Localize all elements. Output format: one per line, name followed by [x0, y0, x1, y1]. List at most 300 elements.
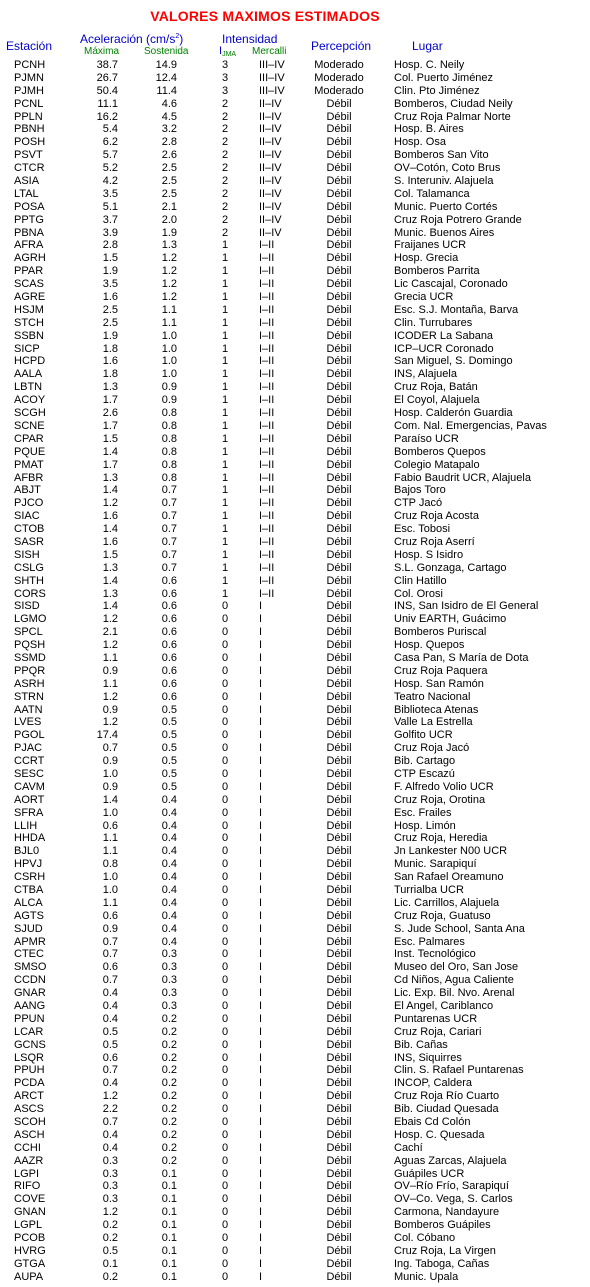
cell-max: 0.4	[102, 1141, 118, 1154]
table-row	[0, 768, 590, 781]
cell-sostenida: 0.1	[161, 1232, 177, 1245]
table-row	[0, 575, 590, 588]
cell-max: 2.5	[102, 316, 118, 329]
cell-mercalli: I	[259, 871, 263, 884]
cell-percepcion: Débil	[326, 600, 352, 613]
cell-max: 0.9	[102, 664, 118, 677]
cell-mercalli: II–IV	[259, 136, 282, 149]
cell-sostenida: 2.1	[161, 200, 177, 213]
cell-max: 2.5	[102, 303, 118, 316]
table-row	[0, 858, 590, 871]
cell-ijma: 0	[221, 1000, 229, 1013]
cell-max: 1.2	[102, 1206, 118, 1219]
cell-lugar: F. Alfredo Volio UCR	[394, 780, 494, 793]
cell-sostenida: 0.3	[161, 987, 177, 1000]
cell-ijma: 0	[221, 871, 229, 884]
cell-mercalli: I	[259, 935, 263, 948]
cell-mercalli: I	[259, 1167, 263, 1180]
cell-percepcion: Débil	[326, 110, 352, 123]
cell-station: CCDN	[14, 974, 46, 987]
cell-station: APMR	[14, 935, 46, 948]
cell-station: LCAR	[14, 1025, 44, 1038]
cell-percepcion: Débil	[326, 187, 352, 200]
cell-max: 0.6	[102, 961, 118, 974]
cell-percepcion: Débil	[326, 419, 352, 432]
cell-max: 1.4	[102, 484, 118, 497]
cell-station: PCOB	[14, 1232, 46, 1245]
header-estacion: Estación	[6, 39, 53, 53]
cell-max: 1.8	[102, 368, 118, 381]
cell-station: ASCH	[14, 1128, 45, 1141]
cell-percepcion: Débil	[326, 471, 352, 484]
cell-ijma: 2	[221, 187, 229, 200]
cell-percepcion: Débil	[326, 935, 352, 948]
cell-lugar: Cachí	[394, 1141, 423, 1154]
cell-max: 0.2	[102, 1270, 118, 1283]
cell-sostenida: 0.2	[161, 1025, 177, 1038]
cell-ijma: 0	[221, 716, 229, 729]
cell-lugar: Casa Pan, S María de Dota	[394, 651, 529, 664]
cell-percepcion: Débil	[326, 755, 352, 768]
cell-percepcion: Débil	[326, 1167, 352, 1180]
cell-percepcion: Débil	[326, 1193, 352, 1206]
cell-mercalli: I–II	[259, 342, 275, 355]
cell-percepcion: Débil	[326, 1154, 352, 1167]
cell-station: PQUE	[14, 445, 46, 458]
table-row	[0, 691, 590, 704]
cell-percepcion: Débil	[326, 780, 352, 793]
cell-ijma: 0	[221, 664, 229, 677]
cell-max: 17.4	[96, 729, 118, 742]
cell-max: 5.1	[102, 200, 118, 213]
cell-station: SIAC	[14, 510, 40, 523]
cell-station: SICP	[14, 342, 40, 355]
table-row	[0, 227, 590, 240]
cell-lugar: Clin. S. Rafael Puntarenas	[394, 1064, 524, 1077]
cell-station: SSMD	[14, 651, 46, 664]
cell-percepcion: Débil	[326, 278, 352, 291]
table-row	[0, 1168, 590, 1181]
cell-lugar: El Angel, Cariblanco	[394, 1000, 494, 1013]
cell-max: 0.5	[102, 1025, 118, 1038]
cell-mercalli: I–II	[259, 432, 275, 445]
cell-ijma: 0	[221, 1077, 229, 1090]
cell-lugar: Bajos Toro	[394, 484, 446, 497]
cell-ijma: 0	[221, 935, 229, 948]
cell-percepcion: Débil	[326, 226, 352, 239]
cell-ijma: 2	[221, 110, 229, 123]
cell-ijma: 0	[221, 987, 229, 1000]
cell-mercalli: I	[259, 1257, 263, 1270]
cell-max: 1.2	[102, 690, 118, 703]
cell-station: ALCA	[14, 896, 43, 909]
cell-ijma: 1	[221, 239, 229, 252]
cell-station: SCGH	[14, 407, 46, 420]
cell-mercalli: I–II	[259, 252, 275, 265]
cell-station: CTCR	[14, 162, 45, 175]
cell-ijma: 0	[221, 600, 229, 613]
cell-ijma: 0	[221, 1232, 229, 1245]
cell-sostenida: 11.4	[156, 84, 177, 97]
cell-percepcion: Débil	[326, 239, 352, 252]
cell-mercalli: I–II	[259, 303, 275, 316]
cell-percepcion: Débil	[326, 806, 352, 819]
cell-ijma: 0	[221, 1116, 229, 1129]
cell-percepcion: Débil	[326, 1257, 352, 1270]
cell-ijma: 1	[221, 316, 229, 329]
cell-ijma: 0	[221, 793, 229, 806]
table-row	[0, 820, 590, 833]
cell-lugar: Hosp. Calderón Guardia	[394, 407, 513, 420]
cell-station: AANG	[14, 1000, 46, 1013]
cell-station: PJCO	[14, 497, 44, 510]
cell-station: STCH	[14, 316, 44, 329]
cell-max: 3.5	[102, 187, 118, 200]
cell-ijma: 2	[221, 123, 229, 136]
cell-station: PBNA	[14, 226, 44, 239]
cell-lugar: Hosp. S Isidro	[394, 548, 464, 561]
cell-max: 1.4	[102, 600, 118, 613]
cell-mercalli: I	[259, 1000, 263, 1013]
cell-ijma: 0	[221, 1064, 229, 1077]
cell-lugar: Hosp. Quepos	[394, 639, 465, 652]
cell-max: 1.0	[102, 871, 118, 884]
cell-mercalli: I	[259, 1180, 263, 1193]
cell-max: 1.3	[102, 587, 118, 600]
table-row	[0, 1039, 590, 1052]
cell-lugar: Cruz Roja, Orotina	[394, 793, 486, 806]
cell-lugar: Esc. Tobosi	[394, 523, 451, 536]
cell-mercalli: II–IV	[259, 175, 282, 188]
cell-max: 0.1	[102, 1257, 118, 1270]
cell-sostenida: 0.4	[161, 832, 177, 845]
cell-station: SFRA	[14, 806, 44, 819]
cell-percepcion: Débil	[326, 548, 352, 561]
cell-lugar: ICODER La Sabana	[394, 329, 494, 342]
cell-lugar: Cruz Roja Palmar Norte	[394, 110, 511, 123]
cell-lugar: INS, Alajuela	[394, 368, 457, 381]
cell-sostenida: 0.2	[161, 1077, 177, 1090]
cell-max: 0.9	[102, 780, 118, 793]
cell-mercalli: I	[259, 896, 263, 909]
cell-mercalli: I–II	[259, 510, 275, 523]
cell-mercalli: I–II	[259, 291, 275, 304]
cell-ijma: 1	[221, 548, 229, 561]
cell-ijma: 0	[221, 858, 229, 871]
cell-sostenida: 4.5	[161, 110, 177, 123]
cell-station: STRN	[14, 690, 44, 703]
header-sostenida: Sostenida	[144, 46, 189, 57]
cell-ijma: 0	[221, 1193, 229, 1206]
cell-lugar: Cruz Roja, Cariari	[394, 1025, 482, 1038]
cell-sostenida: 0.7	[161, 548, 177, 561]
cell-ijma: 0	[221, 1244, 229, 1257]
cell-mercalli: I–II	[259, 278, 275, 291]
cell-max: 0.6	[102, 909, 118, 922]
table-row	[0, 884, 590, 897]
cell-station: SMSO	[14, 961, 47, 974]
cell-max: 0.5	[102, 1038, 118, 1051]
cell-station: PPQR	[14, 664, 46, 677]
cell-ijma: 2	[221, 149, 229, 162]
cell-ijma: 0	[221, 1270, 229, 1283]
cell-mercalli: I	[259, 742, 263, 755]
cell-max: 2.8	[102, 239, 118, 252]
table-row	[0, 1258, 590, 1271]
cell-station: HHDA	[14, 832, 46, 845]
cell-ijma: 0	[221, 1219, 229, 1232]
cell-lugar: Turrialba UCR	[394, 884, 464, 896]
cell-lugar: Munic. Sarapiquí	[394, 858, 477, 871]
cell-max: 0.4	[102, 1012, 118, 1025]
cell-ijma: 0	[221, 729, 229, 742]
table-row	[0, 1013, 590, 1026]
cell-max: 0.8	[102, 858, 118, 871]
cell-lugar: Inst. Tecnológico	[394, 948, 476, 961]
table-row	[0, 368, 590, 381]
table-row	[0, 1155, 590, 1168]
cell-station: HPVJ	[14, 858, 43, 871]
table-row	[0, 716, 590, 729]
cell-sostenida: 0.7	[161, 561, 177, 574]
cell-mercalli: I	[259, 626, 263, 639]
cell-percepcion: Débil	[326, 561, 352, 574]
cell-mercalli: I	[259, 793, 263, 806]
cell-max: 0.3	[102, 1193, 118, 1206]
cell-percepcion: Débil	[326, 1232, 352, 1245]
page-title: VALORES MAXIMOS ESTIMADOS	[150, 8, 380, 24]
cell-station: AFRA	[14, 239, 44, 252]
cell-percepcion: Débil	[326, 381, 352, 394]
table-row	[0, 974, 590, 987]
table-row	[0, 136, 590, 149]
cell-ijma: 2	[221, 213, 229, 226]
cell-mercalli: III–IV	[259, 59, 285, 71]
cell-max: 0.7	[102, 948, 118, 961]
table-row	[0, 948, 590, 961]
cell-ijma: 2	[221, 136, 229, 149]
cell-lugar: Ing. Taboga, Cañas	[394, 1257, 490, 1270]
cell-mercalli: I	[259, 716, 263, 729]
cell-sostenida: 2.8	[161, 136, 177, 149]
cell-station: PPTG	[14, 213, 44, 226]
table-row	[0, 536, 590, 549]
cell-lugar: Munic. Buenos Aires	[394, 226, 495, 239]
cell-mercalli: I–II	[259, 484, 275, 497]
cell-lugar: Teatro Nacional	[394, 690, 471, 703]
cell-lugar: S. Interuniv. Alajuela	[394, 175, 494, 188]
cell-station: LBTN	[14, 381, 43, 394]
cell-percepcion: Débil	[326, 200, 352, 213]
cell-ijma: 0	[221, 1180, 229, 1193]
table-row	[0, 704, 590, 717]
cell-sostenida: 1.1	[161, 303, 177, 316]
cell-mercalli: I–II	[259, 535, 275, 548]
cell-mercalli: I–II	[259, 561, 275, 574]
cell-percepcion: Débil	[326, 767, 352, 780]
cell-max: 0.5	[102, 1244, 118, 1257]
cell-max: 26.7	[96, 71, 118, 84]
cell-percepcion: Débil	[326, 1103, 352, 1116]
cell-lugar: Cruz Roja, La Virgen	[394, 1244, 496, 1257]
cell-max: 1.2	[102, 639, 118, 652]
cell-ijma: 1	[221, 432, 229, 445]
cell-ijma: 0	[221, 1103, 229, 1116]
table-row	[0, 987, 590, 1000]
table-row	[0, 1090, 590, 1103]
cell-mercalli: I	[259, 651, 263, 664]
cell-max: 4.2	[102, 175, 118, 188]
cell-mercalli: I	[259, 806, 263, 819]
cell-percepcion: Débil	[326, 445, 352, 458]
cell-sostenida: 0.1	[161, 1167, 177, 1180]
table-row	[0, 1052, 590, 1065]
cell-max: 0.9	[102, 755, 118, 768]
cell-ijma: 0	[221, 909, 229, 922]
cell-max: 1.9	[102, 329, 118, 342]
cell-ijma: 0	[221, 639, 229, 652]
cell-station: CTOB	[14, 523, 45, 536]
cell-sostenida: 0.6	[161, 677, 177, 690]
cell-percepcion: Débil	[326, 664, 352, 677]
cell-lugar: Aguas Zarcas, Alajuela	[394, 1154, 507, 1167]
table-row	[0, 278, 590, 291]
cell-station: AGRE	[14, 291, 46, 304]
cell-station: PJMH	[14, 84, 44, 97]
header-percepcion: Percepción	[311, 39, 372, 53]
table-row	[0, 1219, 590, 1232]
table-row	[0, 652, 590, 665]
cell-sostenida: 3.2	[161, 123, 177, 136]
data-table	[0, 59, 590, 1284]
cell-lugar: El Coyol, Alajuela	[394, 394, 480, 407]
cell-station: PCDA	[14, 1077, 45, 1090]
cell-percepcion: Débil	[326, 639, 352, 652]
cell-percepcion: Débil	[326, 793, 352, 806]
cell-station: CCRT	[14, 755, 45, 768]
cell-ijma: 0	[221, 780, 229, 793]
cell-sostenida: 0.2	[161, 1064, 177, 1077]
cell-percepcion: Débil	[326, 961, 352, 974]
table-row	[0, 472, 590, 485]
cell-ijma: 1	[221, 368, 229, 381]
cell-sostenida: 0.8	[161, 445, 177, 458]
cell-ijma: 0	[221, 819, 229, 832]
cell-ijma: 0	[221, 974, 229, 987]
cell-station: AAZR	[14, 1154, 44, 1167]
table-row	[0, 446, 590, 459]
cell-sostenida: 2.5	[161, 175, 177, 188]
cell-station: COVE	[14, 1193, 46, 1206]
cell-percepcion: Débil	[326, 1219, 352, 1232]
cell-percepcion: Débil	[326, 1141, 352, 1154]
cell-lugar: Clin. Pto Jiménez	[394, 84, 480, 97]
cell-mercalli: I–II	[259, 458, 275, 471]
table-row	[0, 665, 590, 678]
cell-station: SCOH	[14, 1116, 46, 1129]
cell-max: 0.3	[102, 1154, 118, 1167]
cell-lugar: CTP Escazú	[394, 767, 455, 780]
cell-max: 1.4	[102, 523, 118, 536]
cell-percepcion: Débil	[326, 858, 352, 871]
cell-mercalli: III–IV	[259, 71, 285, 84]
cell-sostenida: 0.4	[161, 819, 177, 832]
cell-sostenida: 0.8	[161, 458, 177, 471]
cell-mercalli: I	[259, 690, 263, 703]
cell-lugar: Hosp. San Ramón	[394, 677, 484, 690]
table-row	[0, 639, 590, 652]
cell-mercalli: I–II	[259, 368, 275, 381]
cell-max: 11.1	[97, 97, 118, 110]
cell-ijma: 1	[221, 329, 229, 342]
cell-ijma: 1	[221, 252, 229, 265]
cell-lugar: Bib. Cartago	[394, 755, 456, 768]
cell-station: ASCS	[14, 1103, 44, 1116]
cell-sostenida: 0.5	[161, 703, 177, 716]
cell-mercalli: II–IV	[259, 187, 282, 200]
cell-station: AALA	[14, 368, 43, 381]
table-row	[0, 588, 590, 601]
cell-lugar: Univ EARTH, Guácimo	[394, 613, 507, 626]
cell-lugar: Hosp. Grecia	[394, 252, 459, 265]
cell-lugar: INS, San Isidro de El General	[394, 600, 539, 613]
cell-percepcion: Débil	[326, 871, 352, 884]
cell-ijma: 0	[221, 1206, 229, 1219]
cell-mercalli: I	[259, 961, 263, 974]
header-intensidad: Intensidad	[222, 32, 278, 46]
table-row	[0, 265, 590, 278]
cell-station: AFBR	[14, 471, 44, 484]
cell-sostenida: 0.7	[161, 510, 177, 523]
table-row	[0, 510, 590, 523]
cell-station: PPAR	[14, 265, 44, 278]
cell-mercalli: I	[259, 1012, 263, 1025]
cell-max: 38.7	[96, 59, 118, 71]
table-row	[0, 394, 590, 407]
cell-max: 6.2	[102, 136, 118, 149]
cell-ijma: 0	[221, 1038, 229, 1051]
cell-sostenida: 0.6	[161, 613, 177, 626]
cell-percepcion: Débil	[326, 1038, 352, 1051]
cell-sostenida: 0.9	[161, 381, 177, 394]
header-aceleracion-text: Aceleración (cm/s	[80, 32, 176, 46]
cell-ijma: 1	[221, 265, 229, 278]
cell-sostenida: 0.6	[161, 574, 177, 587]
header-ijma	[219, 45, 236, 57]
cell-ijma: 1	[221, 510, 229, 523]
cell-sostenida: 0.6	[161, 626, 177, 639]
cell-lugar: Puntarenas UCR	[394, 1012, 478, 1025]
table-row	[0, 459, 590, 472]
cell-sostenida: 0.4	[161, 884, 177, 896]
cell-mercalli: I–II	[259, 239, 275, 252]
cell-sostenida: 0.8	[161, 471, 177, 484]
cell-station: GTGA	[14, 1257, 46, 1270]
cell-mercalli: I	[259, 948, 263, 961]
cell-percepcion: Débil	[326, 716, 352, 729]
table-row	[0, 807, 590, 820]
cell-lugar: Biblioteca Atenas	[394, 703, 479, 716]
cell-ijma: 0	[221, 1012, 229, 1025]
table-row	[0, 239, 590, 252]
cell-sostenida: 0.2	[161, 1012, 177, 1025]
cell-sostenida: 1.0	[161, 329, 177, 342]
cell-sostenida: 4.6	[161, 97, 177, 110]
cell-percepcion: Débil	[326, 909, 352, 922]
cell-max: 0.7	[102, 1116, 118, 1129]
cell-lugar: Guápiles UCR	[394, 1167, 465, 1180]
cell-sostenida: 0.6	[161, 690, 177, 703]
